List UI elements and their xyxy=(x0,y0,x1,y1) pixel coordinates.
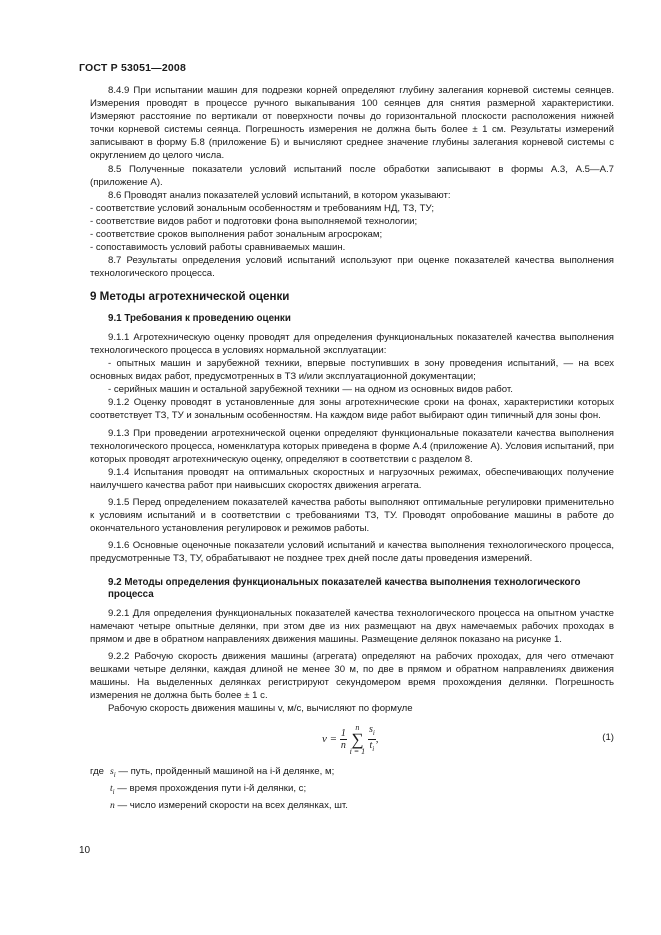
paragraph-9-1-1: 9.1.1 Агротехническую оценку проводят для определения функциональных показателей качества выполнения технологического процесса в условиях нормальной эксплуатации: xyxy=(90,331,614,356)
paragraph-9-2-2: 9.2.2 Рабочую скорость движения машины (агрегата) определяют на рабочих проходах, для чего отмечают вешками четыре делянки, каждая длиной не менее 30 м, по две в прямом и обратном направлениях движения машины. На выделенных делянках регистрируют секундомером время прохождения делянки. Погрешность измерения не должна быть более ± 1 с. xyxy=(90,650,614,702)
list-item: - соответствие видов работ и подготовки фона выполняемой технологии; xyxy=(90,215,418,227)
formula-coefficient xyxy=(340,728,347,751)
paragraph-8-7: 8.7 Результаты определения условий испытаний используют при оценке показателей качества выполнения технологического процесса. xyxy=(90,255,614,280)
list-item: - соответствие сроков выполнения работ зональным агросрокам; xyxy=(90,229,383,241)
list-item: - сопоставимость условий работы сравниваемых машин. xyxy=(90,242,346,254)
coef-numerator: 1 xyxy=(340,728,346,740)
formula-number: (1) xyxy=(602,732,614,744)
numerator-var: s xyxy=(368,724,373,736)
paragraph-9-1-2: 9.1.2 Оценку проводят в установленные для зоны агротехнические сроки на фонах, характеристики которых соответствует ТЗ, ТУ и зональным особенностям. На каждом виде работ выбирают один типичный для зоны фон. xyxy=(90,397,614,422)
paragraph-9-2-1: 9.2.1 Для определения функциональных показателей качества технологического процесса на опытном участке намечают четыре опытные делянки, при этом две из них размещают на двух намечаемых рабочих проходах в прямом и две в обратном направлениях движения машины. Размещение делянок показано на рисунке 1. xyxy=(90,607,614,645)
sum-upper-limit: n xyxy=(355,723,360,733)
legend-sub: i xyxy=(113,771,116,780)
document-body xyxy=(90,84,614,816)
paragraph-8-6: 8.6 Проводят анализ показателей условий испытаний, в котором указывают: xyxy=(108,189,451,201)
paragraph-8-4-9: 8.4.9 При испытании машин для подрезки корней определяют глубину залегания корневой системы сеянцев. Измерения проводят в процессе ручного выкапывания 100 сеянцев для снятия размерной характеристики. Измеряют расстояние по вертикали от поверхности почвы до горизонтальной плоскости расположения нижней точки корневой системы сеянца. Погрешность измерения не должна быть более ± 1 см. Результаты измерений записывают в форму Б.8 (приложение Б) и вычисляют среднее значение глубины залегания корневой системы с округлением до целого числа. xyxy=(90,85,614,162)
legend-var: s xyxy=(110,766,114,778)
sum-lower-limit: i = 1 xyxy=(349,747,366,757)
formula-intro: Рабочую скорость движения машины v, м/с, вычисляют по формуле xyxy=(108,703,413,715)
legend-var: t xyxy=(110,783,113,795)
legend-sub: i xyxy=(112,788,115,797)
legend-desc: — число измерений скорости на всех делянках, шт. xyxy=(114,800,348,812)
legend-row xyxy=(90,782,614,799)
document-header: ГОСТ Р 53051—2008 xyxy=(79,62,187,74)
formula-legend xyxy=(90,765,614,816)
denominator-var: t xyxy=(369,740,373,752)
paragraph-8-5: 8.5 Полученные показатели условий испытаний после обработки записывают в формы А.3, А.5—А.7 (приложение А). xyxy=(90,163,614,188)
list-item: - соответствие условий зональным особенностям и требованиям НД, ТЗ, ТУ; xyxy=(90,202,435,214)
subsection-9-1-title: 9.1 Требования к проведению оценки xyxy=(108,313,291,325)
denominator-sub: i xyxy=(372,745,375,754)
subsection-9-2-title: 9.2 Методы определения функциональных показателей качества выполнения технологического процесса xyxy=(108,576,581,600)
legend-desc: — путь, пройденный машиной на i-й делянке, м; xyxy=(115,766,335,778)
legend-lead: где xyxy=(90,766,105,778)
legend-row xyxy=(90,799,614,816)
formula-expression xyxy=(322,723,379,756)
paragraph-9-1-3: 9.1.3 При проведении агротехнической оценки определяют функциональные показатели качества выполнения технологического процесса, номенклатура которых приведена в форме А.4 (приложение А). Условия испытаний, при которых проводят агротехническую оценку, определяют в соответствии с разделом 8. xyxy=(90,427,614,465)
formula-end: , xyxy=(375,733,379,746)
list-item: - опытных машин и зарубежной техники, впервые поступивших в зону проведения испытаний, — на всех основных видах работ, предусмотренных в ТЗ и/или эксплуатационной документации; xyxy=(90,358,614,383)
list-item: - серийных машин и остальной зарубежной техники — на одном из основных видов работ. xyxy=(108,384,513,396)
sum-sign: ∑ xyxy=(351,730,364,750)
legend-var: n xyxy=(110,800,115,812)
fraction-denominator xyxy=(368,740,376,755)
paragraph-9-1-6: 9.1.6 Основные оценочные показатели условий испытаний и качества выполнения технологического процесса, предусмотренные ТЗ, ТУ, обрабатывают не позднее трех дней после даты проведения измерений. xyxy=(90,540,614,565)
summation xyxy=(350,723,366,756)
formula-lhs: v = xyxy=(322,733,338,746)
paragraph-9-1-4: 9.1.4 Испытания проводят на оптимальных скоростных и нагрузочных режимах, обеспечивающих получение наилучшего качества работ при наивысших скоростях движения агрегата. xyxy=(90,466,614,491)
fraction-numerator xyxy=(368,724,376,740)
paragraph-9-1-5: 9.1.5 Перед определением показателей качества работы выполняют оптимальные регулировки применительно к условиям испытаний и в соответствии с требованиями ТЗ, ТУ. Проводят опробование машины в работе до окончательного установления регулировок и режимов работы. xyxy=(90,497,614,535)
legend-row xyxy=(90,765,614,782)
numerator-sub: i xyxy=(372,729,375,738)
formula-1 xyxy=(90,719,614,763)
legend-desc: — время прохождения пути i-й делянки, с; xyxy=(114,783,307,795)
coef-denominator: n xyxy=(340,740,346,752)
page-number: 10 xyxy=(79,845,91,856)
section-9-title: 9 Методы агротехнической оценки xyxy=(90,290,290,304)
formula-fraction xyxy=(368,724,376,755)
